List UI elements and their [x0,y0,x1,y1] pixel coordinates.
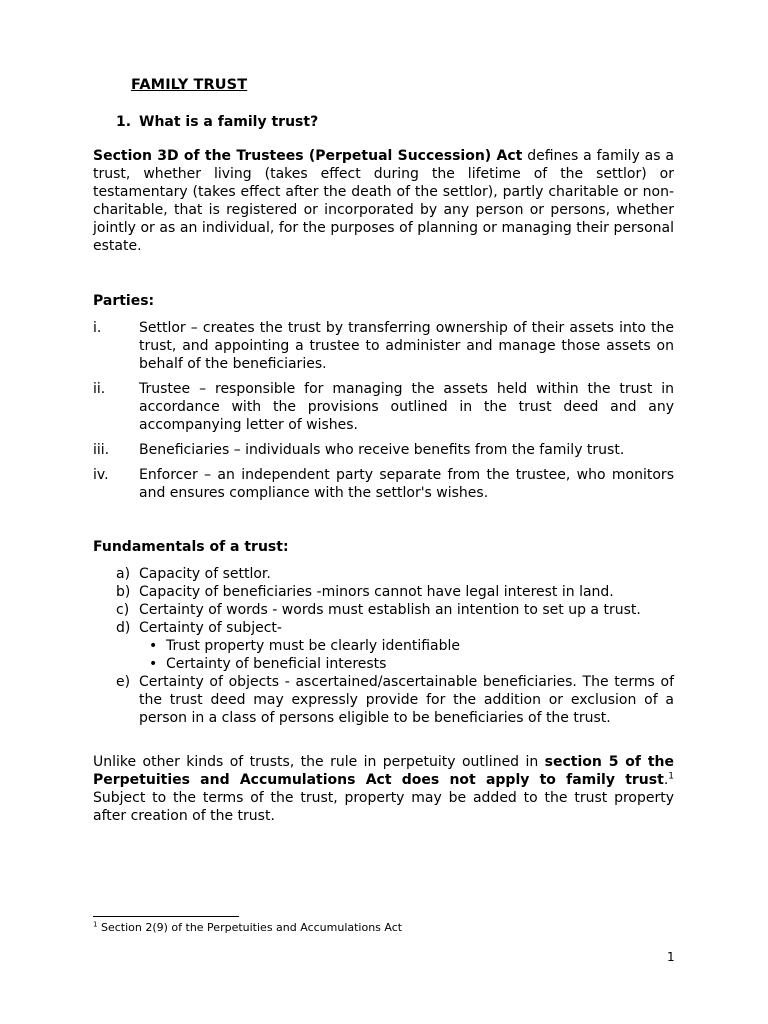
closing-text-end: Subject to the terms of the trust, property may be added to the trust property after creation of the trust. [93,790,674,824]
list-item [93,319,674,373]
sub-bullet-text: Trust property must be clearly identifiable [166,638,461,654]
closing-paragraph [93,753,674,825]
intro-text: defines a family as a trust, whether living (takes effect during the lifetime of the settlor) or testamentary (takes effect after the death of the settlor), partly charitable or non-charitable, that is registered or incorporated by any person or persons, whether jointly or as an individual, for the purposes of planning or managing their personal estate. [93,148,674,254]
list-item [93,619,674,673]
list-item [93,601,674,619]
sub-bullet-item [139,655,674,673]
footnote [93,921,402,935]
list-marker: b) [116,584,131,600]
list-item-text: Capacity of settlor. [139,566,271,582]
parties-heading: Parties: [93,293,155,309]
list-item [93,441,674,459]
list-item [93,565,674,583]
bullet-icon: • [149,656,158,672]
list-item-text: Settlor – creates the trust by transferring ownership of their assets into the trust, and appointing a trustee to administer and manage those assets on behalf of the beneficiaries. [139,320,674,372]
closing-bold: section 5 of the Perpetuities and Accumulations Act does not apply to family trust [93,754,674,788]
list-item-text: Trustee – responsible for managing the assets held within the trust in accordance with the provisions outlined in the trust deed and any accompanying letter of wishes. [139,381,674,433]
list-item-text: Enforcer – an independent party separate from the trustee, who monitors and ensures compliance with the settlor's wishes. [139,467,674,501]
list-marker: ii. [93,381,106,397]
intro-bold-lead: Section 3D of the Trustees (Perpetual Succession) Act [93,148,523,164]
list-marker: a) [116,566,131,582]
footnote-reference[interactable]: 1 [668,771,674,782]
list-marker: e) [116,674,131,690]
sub-bullet-text: Certainty of beneficial interests [166,656,387,672]
fundamentals-heading: Fundamentals of a trust: [93,539,289,555]
footnote-number: 1 [93,920,98,929]
list-item-text: Certainty of words - words must establish an intention to set up a trust. [139,602,641,618]
list-marker: c) [116,602,130,618]
sub-bullet-item [139,637,674,655]
list-marker: d) [116,620,131,636]
list-item [93,380,674,434]
list-item-text: Certainty of objects - ascertained/ascertainable beneficiaries. The terms of the trust deed may expressly provide for the addition or exclusion of a person in a class of persons eligible to be beneficiaries of the trust. [139,674,674,726]
list-item [93,583,674,601]
closing-text-before: Unlike other kinds of trusts, the rule in perpetuity outlined in [93,754,545,770]
bullet-icon: • [149,638,158,654]
question-number: 1. [116,114,132,130]
footnote-text: Section 2(9) of the Perpetuities and Accumulations Act [97,921,403,934]
list-marker: i. [93,320,102,336]
list-item [93,466,674,502]
list-item-text: Beneficiaries – individuals who receive benefits from the family trust. [139,442,625,458]
list-marker: iv. [93,467,109,483]
parties-list [93,319,674,509]
list-item [93,673,674,727]
page-title: FAMILY TRUST [131,77,248,93]
list-item-text: Capacity of beneficiaries -minors cannot have legal interest in land. [139,584,614,600]
page-number: 1 [667,950,675,964]
footnote-separator [93,916,239,917]
intro-paragraph [93,147,674,255]
question-text: What is a family trust? [139,114,319,130]
question-heading [116,113,318,131]
closing-text-after: . [663,772,669,788]
list-item-text: Certainty of subject- [139,620,282,636]
fundamentals-list [93,565,674,727]
sub-bullet-list [139,637,674,673]
list-marker: iii. [93,442,110,458]
